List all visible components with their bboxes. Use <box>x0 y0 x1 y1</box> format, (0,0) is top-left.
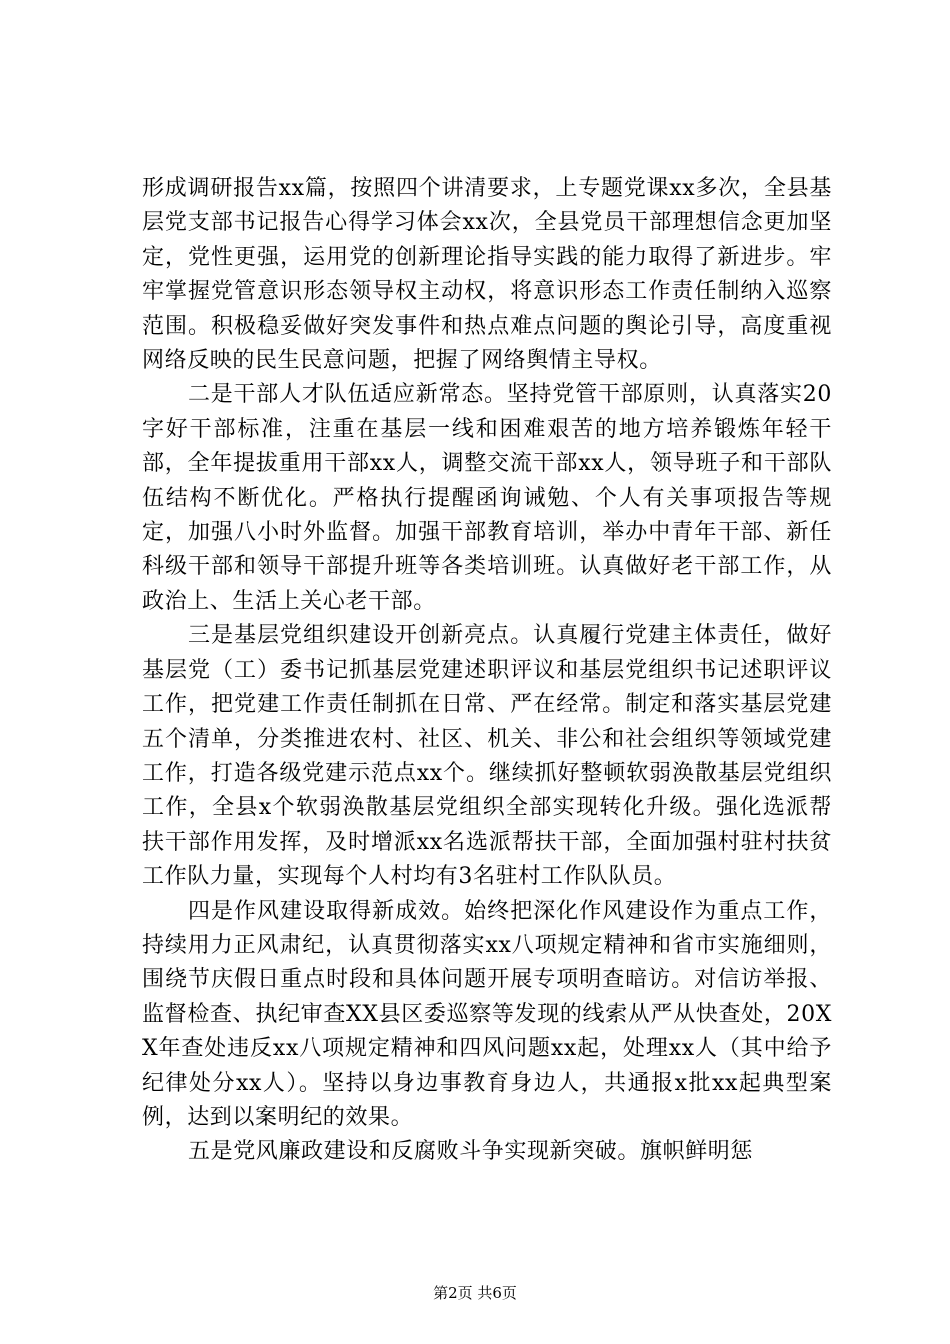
paragraph-3: 三是基层党组织建设开创新亮点。认真履行党建主体责任，做好基层党（工）委书记抓基层党建述职评议和基层党组织书记述职评议工作，把党建工作责任制抓在日常、严在经常。制定和落实基层党建五个清单，分类推进农村、社区、机关、非公和社会组织等领域党建工作，打造各级党建示范点xx个。继续抓好整顿软弱涣散基层党组织工作，全县x个软弱涣散基层党组织全部实现转化升级。强化选派帮扶干部作用发挥，及时增派xx名选派帮扶干部，全面加强村驻村扶贫工作队力量，实现每个人村均有3名驻村工作队队员。 <box>142 623 832 890</box>
paragraph-2: 二是干部人才队伍适应新常态。坚持党管干部原则，认真落实20字好干部标准，注重在基层一线和困难艰苦的地方培养锻炼年轻干部，全年提拔重用干部xx人，调整交流干部xx人，领导班子和干部队伍结构不断优化。严格执行提醒函询诫勉、个人有关事项报告等规定，加强八小时外监督。加强干部教育培训，举办中青年干部、新任科级干部和领导干部提升班等各类培训班。认真做好老干部工作，从政治上、生活上关心老干部。 <box>142 382 832 614</box>
paragraph-5: 五是党风廉政建设和反腐败斗争实现新突破。旗帜鲜明惩 <box>188 1139 754 1165</box>
page-footer: 第2页 共6页 <box>433 1284 517 1302</box>
paragraph-1: 形成调研报告xx篇，按照四个讲清要求，上专题党课xx多次，全县基层党支部书记报告心得学习体会xx次，全县党员干部理想信念更加坚定，党性更强，运用党的创新理论指导实践的能力取得了新进步。牢牢掌握党管意识形态领导权主动权，将意识形态工作责任制纳入巡察范围。积极稳妥做好突发事件和热点难点问题的舆论引导，高度重视网络反映的民生民意问题，把握了网络舆情主导权。 <box>142 176 832 374</box>
paragraph-4: 四是作风建设取得新成效。始终把深化作风建设作为重点工作，持续用力正风肃纪，认真贯彻落实xx八项规定精神和省市实施细则，围绕节庆假日重点时段和具体问题开展专项明查暗访。对信访举报、监督检查、执纪审查XX县区委巡察等发现的线索从严从快查处，20XX年查处违反xx八项规定精神和四风问题xx起，处理xx人（其中给予纪律处分xx人）。坚持以身边事教育身边人，共通报x批xx起典型案例，达到以案明纪的效果。 <box>142 898 832 1130</box>
document-body <box>142 172 832 1170</box>
